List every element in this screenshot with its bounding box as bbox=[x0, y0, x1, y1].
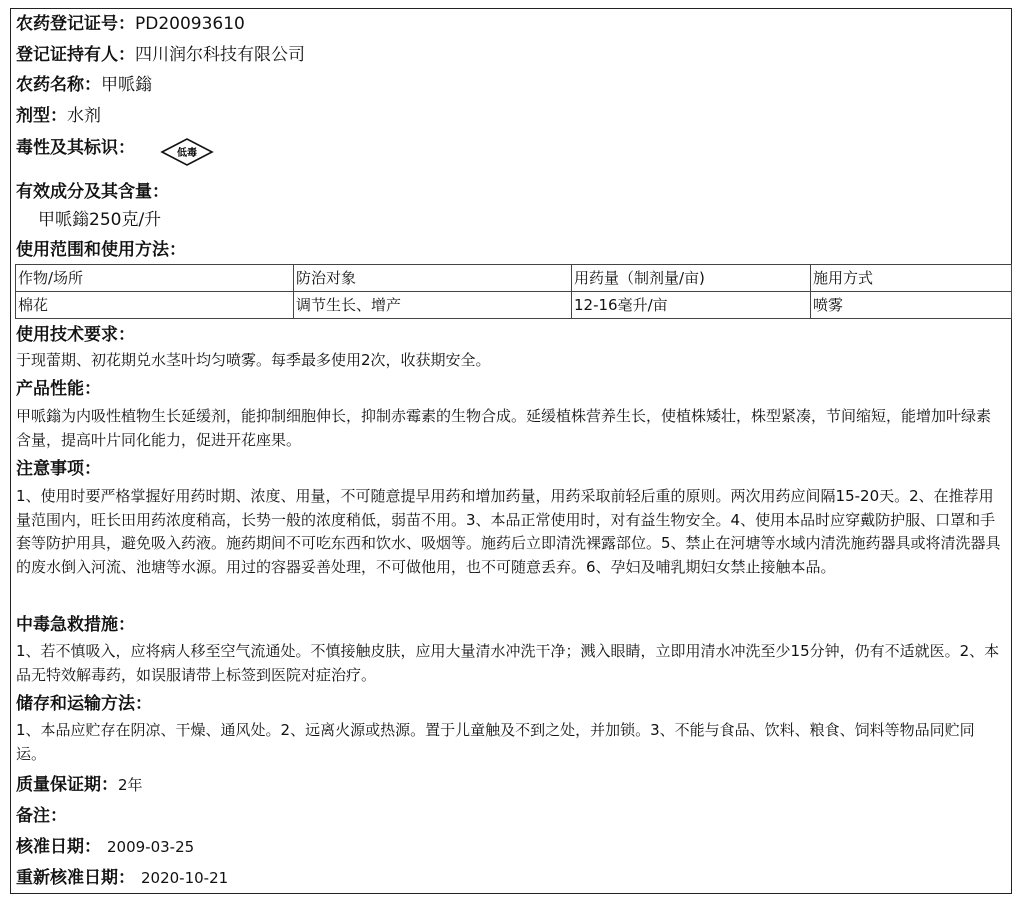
pesticide-name-value: 甲哌鎓 bbox=[101, 75, 152, 95]
firstaid-text: 1、若不慎吸入，应将病人移至空气流通处。不慎接触皮肤，应用大量清水冲洗干净；溅入眼睛，立即用清水冲洗至少15分钟，仍有不适就医。2、本品无特效解毒药，如误服请带上标签到医院对症治疗。 bbox=[16, 642, 1000, 684]
registration-number-row bbox=[16, 13, 245, 35]
usage-table-header bbox=[16, 265, 1012, 292]
precautions-text: 1、使用时要严格掌握好用药时期、浓度、用量，不可随意提早用药和增加药量，用药采取前轻后重的原则。两次用药应间隔15-20天。2、在推荐用量范围内，旺长田用药浓度稍高，长势一般的浓度稍低，弱苗不用。3、本品正常使用时，对有益生物安全。4、使用本品时应穿戴防护服、口罩和手套等防护用具，避免吸入药液。施药期间不可吃东西和饮水、吸烟等。施药后立即清洗裸露部位。5、禁止在河塘等水域内清洗施药器具或将清洗器具的废水倒入河流、池塘等水源。用过的容器妥善处理，不可做他用，也不可随意丢弃。6、孕妇及哺乳期妇女禁止接触本品。 bbox=[16, 487, 1001, 576]
reapproval-date-value: 2020-10-21 bbox=[141, 869, 229, 887]
formulation-row bbox=[16, 105, 101, 127]
shelf-life-value: 2年 bbox=[118, 776, 143, 794]
cell-dosage: 12-16毫升/亩 bbox=[572, 292, 811, 319]
cell-target: 调节生长、增产 bbox=[294, 292, 572, 319]
approval-date-label: 核准日期： bbox=[16, 837, 101, 857]
tech-text: 于现蕾期、初花期兑水茎叶均匀喷雾。每季最多使用2次，收获期安全。 bbox=[16, 351, 491, 369]
toxicity-row bbox=[16, 137, 135, 159]
pesticide-name-label: 农药名称： bbox=[16, 75, 101, 95]
shelf-life-row bbox=[16, 774, 143, 796]
col-header-target: 防治对象 bbox=[294, 265, 572, 292]
ingredient-value: 甲哌鎓250克/升 bbox=[38, 210, 162, 230]
registration-number-label: 农药登记证号： bbox=[16, 14, 135, 34]
performance-text: 甲哌鎓为内吸性植物生长延缓剂，能抑制细胞伸长，抑制赤霉素的生物合成。延缓植株营养生长，使植株矮壮，株型紧凑，节间缩短，能增加叶绿素含量，提高叶片同化能力，促进开花座果。 bbox=[16, 407, 992, 449]
approval-date-value: 2009-03-25 bbox=[107, 838, 195, 856]
precautions-heading: 注意事项： bbox=[16, 459, 101, 479]
cell-method: 喷雾 bbox=[811, 292, 1012, 319]
usage-heading: 使用范围和使用方法： bbox=[16, 240, 186, 260]
reapproval-date-label: 重新核准日期： bbox=[16, 868, 135, 888]
holder-label: 登记证持有人： bbox=[16, 45, 135, 65]
col-header-crop: 作物/场所 bbox=[16, 265, 294, 292]
toxicity-mark-text: 低毒 bbox=[177, 148, 197, 159]
reapproval-date-row bbox=[16, 867, 228, 889]
cell-crop: 棉花 bbox=[16, 292, 294, 319]
performance-heading: 产品性能： bbox=[16, 379, 101, 399]
ingredient-heading: 有效成分及其含量： bbox=[16, 182, 169, 202]
table-row bbox=[16, 292, 1012, 319]
toxicity-label: 毒性及其标识： bbox=[16, 138, 135, 158]
pesticide-name-row bbox=[16, 74, 152, 96]
tech-heading: 使用技术要求： bbox=[16, 325, 135, 345]
formulation-value: 水剂 bbox=[67, 106, 101, 126]
col-header-method: 施用方式 bbox=[811, 265, 1012, 292]
holder-value: 四川润尔科技有限公司 bbox=[135, 45, 305, 65]
approval-date-row bbox=[16, 836, 194, 858]
formulation-label: 剂型： bbox=[16, 106, 67, 126]
remarks-label: 备注： bbox=[16, 806, 67, 826]
col-header-dosage: 用药量（制剂量/亩) bbox=[572, 265, 811, 292]
holder-row bbox=[16, 44, 305, 66]
storage-text: 1、本品应贮存在阴凉、干燥、通风处。2、远离火源或热源。置于儿童触及不到之处，并加锁。3、不能与食品、饮料、粮食、饲料等物品同贮同运。 bbox=[16, 721, 975, 763]
registration-number-value: PD20093610 bbox=[135, 14, 245, 34]
storage-heading: 储存和运输方法： bbox=[16, 694, 152, 714]
usage-table bbox=[15, 264, 1012, 319]
low-toxicity-diamond-icon bbox=[160, 137, 214, 167]
firstaid-heading: 中毒急救措施： bbox=[16, 615, 135, 635]
shelf-life-label: 质量保证期： bbox=[16, 775, 118, 795]
